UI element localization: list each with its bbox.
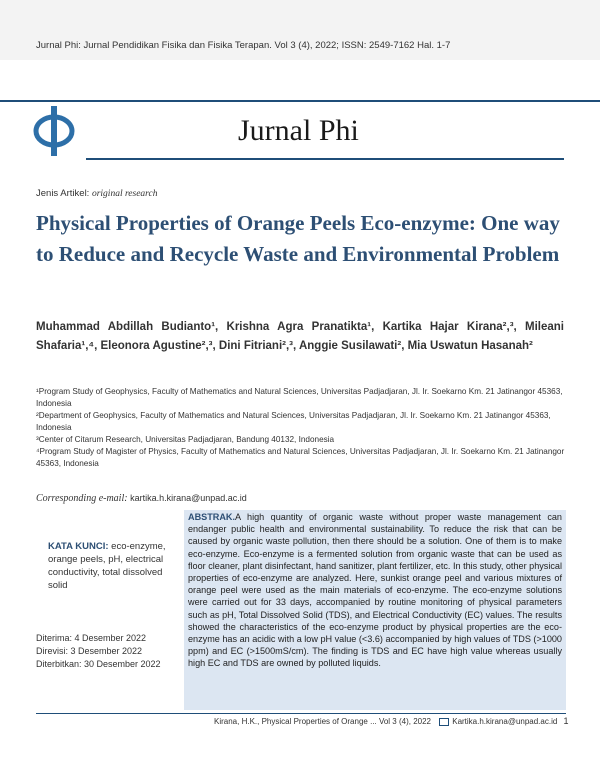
journal-name: Jurnal Phi: [238, 114, 359, 147]
footer-citation: Kirana, H.K., Physical Properties of Orange ... Vol 3 (4), 2022: [214, 717, 431, 726]
date-published: Diterbitkan: 30 Desember 2022: [36, 659, 161, 669]
affiliation-item: ¹Program Study of Geophysics, Faculty of Mathematics and Natural Sciences, Universitas Padjadjaran, Jl. Ir. Soekarno Km. 21 Jatinangor 45363, Indonesia: [36, 387, 563, 408]
date-revised: Direvisi: 3 Desember 2022: [36, 646, 143, 656]
corresponding-author: [36, 493, 247, 504]
mail-icon: [439, 718, 449, 726]
footer-divider: [36, 713, 566, 714]
date-received: Diterima: 4 Desember 2022: [36, 633, 147, 643]
article-type-value: original research: [91, 189, 158, 199]
header-band: [0, 0, 600, 60]
title-divider: [86, 158, 564, 160]
footer-email[interactable]: Kartika.h.kirana@unpad.ac.id: [452, 717, 558, 726]
page-footer: [214, 716, 569, 726]
abstract-label: ABSTRAK.: [188, 512, 235, 522]
affiliation-item: ³Center of Citarum Research, Universitas Padjadjaran, Bandung 40132, Indonesia: [36, 435, 335, 444]
paper-title: Physical Properties of Orange Peels Eco-enzyme: One way to Reduce and Recycle Waste and Environmental Problem: [36, 211, 560, 266]
abstract-text: A high quantity of organic waste without proper waste management can endanger public health and environmental sustainability. To reduce the risk that can be caused by organic waste pollution, then there should be a solution. One of them is to make eco-enzyme. Eco-enzyme is a fermented solution from organic waste that can be used as floor cleaner, plant disinfectant, hand sanitizer, plant fertilizer, etc. In this study, other physical properties of eco-enzyme are analyzed. Here, sunkist orange peel and various mixtures of orange peel were used as the main materials of eco-enzyme. The eco-enzyme solutions were carried out for 33 days, accompanied by routine monitoring of physical parameters such as pH, Total Dissolved Solid (TDS), and Electrical Conductivity (EC) values. The results showed the characteristics of the eco-enzyme product by physical properties are the eco-enzyme has an acidic with a low pH value (<3.6) accompanied by high values of TDS (>1000 ppm) and EC (>1500mS/cm). The finding is TDS and EC have high value whereas usually high EC and TDS are owned by polluted liquids.: [188, 512, 562, 669]
page-number: 1: [563, 716, 569, 726]
top-divider: [0, 100, 600, 102]
keywords-label: KATA KUNCI:: [48, 541, 109, 552]
corresponding-label: Corresponding e-mail:: [36, 493, 128, 504]
author-list: Muhammad Abdillah Budianto¹, Krishna Agra Pranatikta¹, Kartika Hajar Kirana²,³, Mileani Shafaria¹,⁴, Eleonora Agustine²,³, Dini Fitriani²,³, Anggie Susilawati², Mia Uswatun Hasanah²: [36, 321, 564, 352]
corresponding-email[interactable]: kartika.h.kirana@unpad.ac.id: [130, 493, 247, 503]
keywords-text: eco-enzyme, orange peels, pH, electrical conductivity, total dissolved solid: [48, 541, 166, 591]
affiliation-item: ⁴Program Study of Magister of Physics, Faculty of Mathematics and Natural Sciences, Universitas Padjadjaran, Jl. Ir. Soekarno Km. 21 Jatinangor 45363, Indonesia: [36, 447, 565, 468]
article-dates: [36, 632, 186, 671]
affiliations: [36, 386, 566, 470]
article-type: [36, 188, 158, 199]
affiliation-item: ²Department of Geophysics, Faculty of Mathematics and Natural Sciences, Universitas Padjadjaran, Jl. Ir. Soekarno Km. 21 Jatinangor 45363, Indonesia: [36, 411, 551, 432]
article-type-label: Jenis Artikel:: [36, 188, 90, 199]
running-head: Jurnal Phi: Jurnal Pendidikan Fisika dan Fisika Terapan. Vol 3 (4), 2022; ISSN: 2549-7162 Hal. 1-7: [36, 40, 451, 51]
abstract: [188, 511, 562, 670]
phi-logo-icon: [30, 104, 78, 158]
abstract-box: [184, 510, 566, 710]
keywords: [48, 540, 166, 592]
